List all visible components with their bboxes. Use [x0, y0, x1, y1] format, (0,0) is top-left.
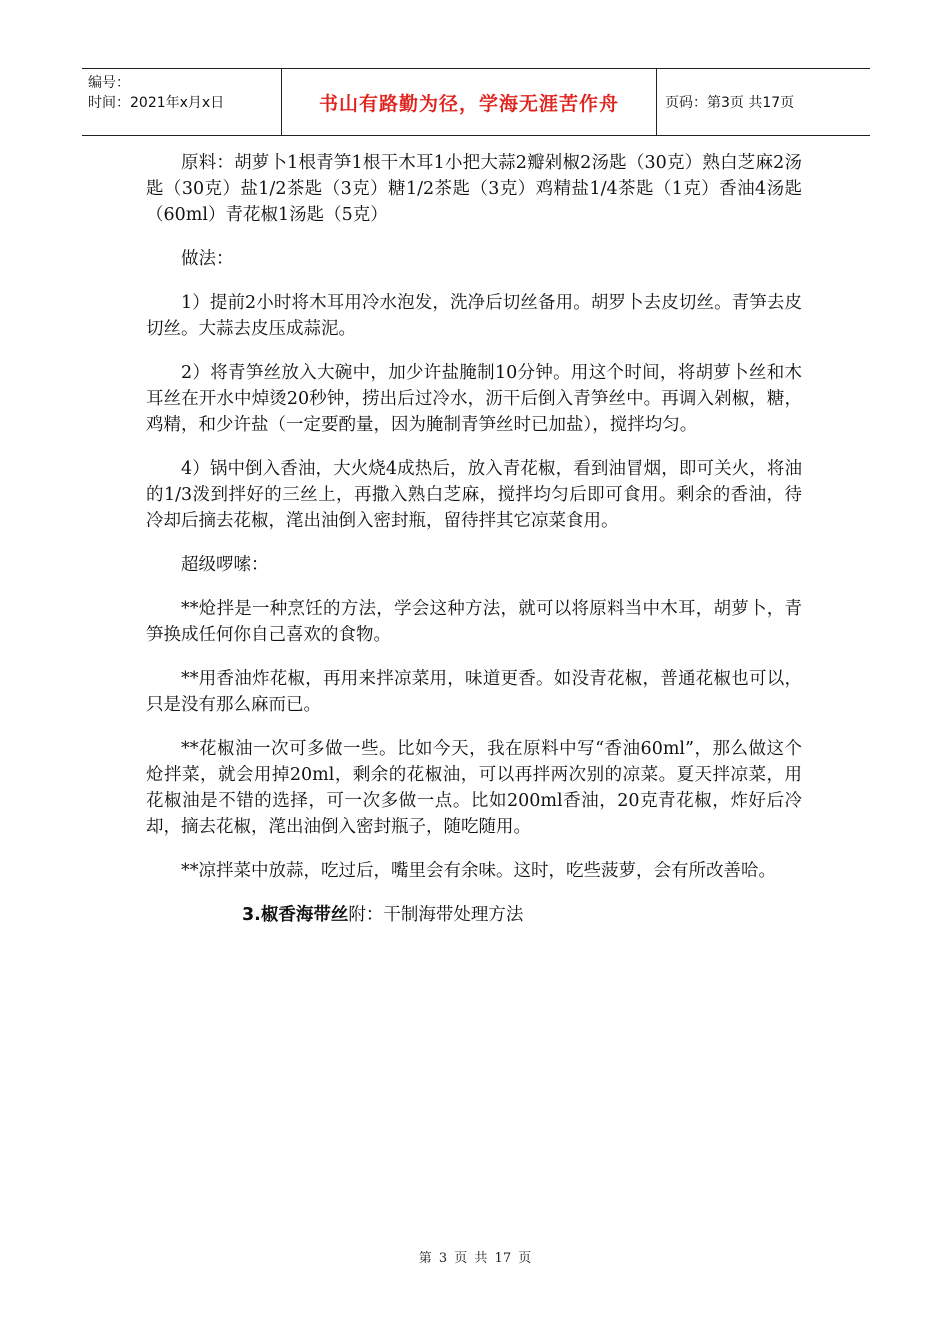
- paragraph-note-1: **炝拌是一种烹饪的方法，学会这种方法，就可以将原料当中木耳，胡萝卜，青笋换成任何你自己喜欢的食物。: [146, 599, 802, 645]
- page-header: [82, 68, 870, 136]
- page-footer: 第 3 页 共 17 页: [418, 1251, 532, 1266]
- paragraph-step-1: 1）提前2小时将木耳用冷水泡发，洗净后切丝备用。胡罗卜去皮切丝。青笋去皮切丝。大蒜去皮压成蒜泥。: [146, 293, 802, 339]
- paragraph-method-heading: 做法：: [181, 249, 234, 269]
- paragraph-notes-heading: 超级啰嗦：: [181, 555, 269, 575]
- section-heading-title: 3.椒香海带丝: [242, 905, 349, 925]
- paragraph-note-4: **凉拌菜中放蒜，吃过后，嘴里会有余味。这时，吃些菠萝，会有所改善哈。: [181, 861, 776, 881]
- paragraph-step-2: 2）将青笋丝放入大碗中，加少许盐腌制10分钟。用这个时间，将胡萝卜丝和木耳丝在开水中焯烫20秒钟，捞出后过冷水，沥干后倒入青笋丝中。再调入剁椒，糖，鸡精，和少许盐（一定要酌量，因为腌制青笋丝时已加盐），搅拌均匀。: [146, 363, 802, 435]
- paragraph-ingredients: 原料：胡萝卜1根青笋1根干木耳1小把大蒜2瓣剁椒2汤匙（30克）熟白芝麻2汤匙（30克）盐1/2茶匙（3克）糖1/2茶匙（3克）鸡精盐1/4茶匙（1克）香油4汤匙（60ml）青花椒1汤匙（5克）: [146, 153, 802, 225]
- paragraph-note-3: **花椒油一次可多做一些。比如今天，我在原料中写“香油60ml”，那么做这个炝拌菜，就会用掉20ml，剩余的花椒油，可以再拌两次别的凉菜。夏天拌凉菜，用花椒油是不错的选择，可一次多做一点。比如200ml香油，20克青花椒，炸好后冷却，摘去花椒，滗出油倒入密封瓶子，随吃随用。: [146, 739, 802, 837]
- paragraph-step-4: 4）锅中倒入香油，大火烧4成热后，放入青花椒，看到油冒烟，即可关火，将油的1/3泼到拌好的三丝上，再撒入熟白芝麻，搅拌均匀后即可食用。剩余的香油，待冷却后摘去花椒，滗出油倒入密封瓶，留待拌其它凉菜食用。: [146, 459, 802, 531]
- section-heading: [146, 902, 802, 928]
- header-page-info: 页码：第3页 共17页: [665, 95, 795, 111]
- document-body: [146, 150, 802, 946]
- paragraph-note-2: **用香油炸花椒，再用来拌凉菜用，味道更香。如没青花椒，普通花椒也可以，只是没有那么麻而已。: [146, 669, 802, 715]
- doc-code-label: 编号：: [88, 75, 130, 91]
- header-motto: 书山有路勤为径，学海无涯苦作舟: [282, 69, 657, 135]
- header-meta: [82, 69, 282, 135]
- doc-time-label: 时间：2021年x月x日: [88, 95, 225, 111]
- section-heading-subtitle: 附：干制海带处理方法: [348, 905, 524, 925]
